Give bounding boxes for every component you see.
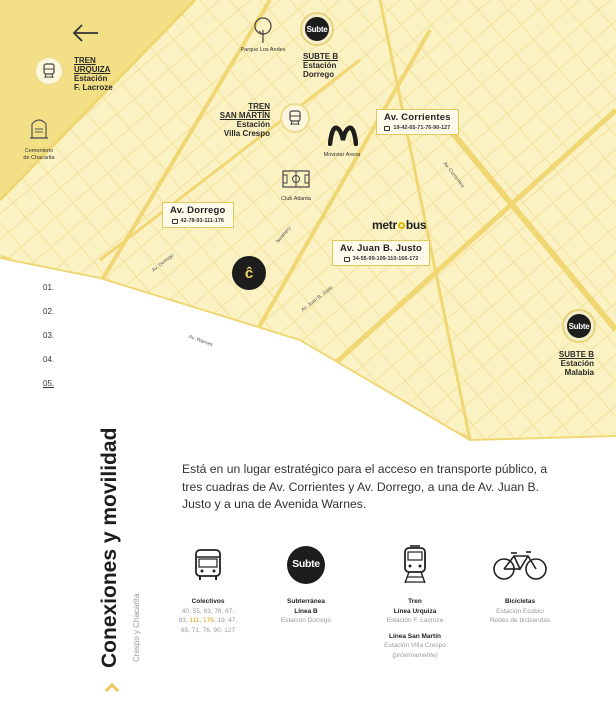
place-parque-los-andes: Parque Los Andes [240,47,286,53]
station-name: Villa Crespo [223,129,270,138]
metrobus-o-icon [398,222,405,229]
station-name: Malabia [564,368,594,377]
station-line: TREN [248,102,270,111]
station-line: SAN MARTÍN [219,111,270,120]
street-label: Av. Corrientes [441,160,466,190]
place-line: de Chacarita [23,155,55,161]
station-line: TREN [74,56,96,65]
bus-lines-text: 19-42-65-71-76-90-127 [393,125,451,131]
station-subte-dorrego[interactable] [303,52,338,79]
train-station-icon [280,103,310,133]
chevron-up-icon[interactable] [104,683,120,693]
transport-tren [370,545,460,660]
transport-bicicletas [478,545,562,626]
transport-title: Subterránea [287,598,325,605]
transport-detail-highlight: 111, 176 [189,617,214,624]
station-name: Dorrego [303,70,335,79]
station-tren-san-martin[interactable] [210,102,270,138]
street-label: Av. Juan B. Justo [300,284,335,314]
subte-icon [302,14,332,44]
avenue-name: Av. Dorrego [170,205,226,216]
station-subte-malabia[interactable] [548,350,594,377]
bus-lines-text: 34-55-99-109-110-166-172 [352,256,419,262]
avenue-dorrego-card[interactable] [162,202,234,228]
metrobus-right: bus [405,218,427,232]
station-label: Estación [236,120,270,129]
station-line: SUBTE B [558,350,594,359]
intro-paragraph: Está en un lugar estratégico para el acceso en transporte público, a tres cuadras de Av. Corrientes y Av. Dorrego, a una de Av. Juan B. Justo y a una de Avenida Warnes. [182,462,548,511]
avenue-corrientes-card[interactable] [376,109,459,135]
transport-title: Colectivos [191,598,225,605]
bus-lines [170,218,226,224]
bus-icon [172,219,178,224]
transport-detail: Estación Villa Crespo [384,642,446,649]
tree-icon [252,16,274,49]
place-club-atlanta: Club Atlanta [281,196,311,202]
transport-line: Línea Urquiza [393,607,437,615]
subte-logo-text: Subte [568,321,590,331]
transport-detail-part: 93, [178,617,190,624]
station-label: Estación [303,61,337,70]
menu-item-03[interactable]: 03. [43,331,55,340]
transport-detail: 40, 55, 63, 78, 87, [181,607,235,615]
station-tren-urquiza[interactable] [74,56,113,92]
cementerio-icon [28,116,50,145]
place-line: Cementerio [24,148,54,154]
movistar-logo-icon [328,124,358,151]
menu-item-01[interactable]: 01. [43,283,55,292]
subte-logo-text: Subte [306,24,328,34]
bus-icon [170,545,246,585]
menu-item-04[interactable]: 04. [43,355,55,364]
bus-lines [384,125,451,131]
bus-icon [384,126,390,131]
place-cementerio [18,148,60,162]
station-label: Estación [560,359,594,368]
menu-item-02[interactable]: 02. [43,307,55,316]
transport-line: Línea San Martín [388,632,441,640]
metrobus-left: metr [372,218,397,232]
station-line: URQUIZA [74,65,111,74]
avenue-juan-b-justo-card[interactable] [332,240,430,266]
transport-detail: Estación Ecobici [496,607,544,615]
section-subtitle: Crespo y Chacarita [132,593,141,662]
back-button[interactable] [70,18,102,48]
transport-detail [170,616,246,626]
subte-logo-icon: Subte [287,546,325,584]
transport-line: Línea B [294,607,318,615]
street-label: Newbery [275,225,293,245]
transport-detail: Estación F. Lacroze [386,617,444,624]
station-label: Estación [74,74,108,83]
transport-title: Bicicletas [504,598,536,605]
avenue-name: Av. Corrientes [384,112,451,123]
subte-logo-wrap [270,545,342,585]
avenue-name: Av. Juan B. Justo [340,243,423,254]
place-movistar-arena: Movistar Arena [323,152,361,158]
transport-detail: Estación Dorrego [280,617,332,624]
menu-item-05[interactable]: 05. [43,379,55,388]
transport-detail-part: , 19, 47, [213,617,238,624]
train-icon [370,545,460,585]
street-label: Av. Warnes [187,333,214,349]
subte-icon [564,311,594,341]
bicycle-icon [478,545,562,585]
project-location-marker[interactable] [232,256,266,290]
transport-detail: Redes de bicisendas [489,617,551,624]
brand-mark-glyph: ĉ [244,264,254,282]
train-station-icon [34,56,64,86]
station-line: SUBTE B [303,52,339,61]
section-title: Conexiones y movilidad [98,427,121,668]
transport-colectivos [170,545,246,635]
transport-subte [270,545,342,626]
bus-lines [340,256,422,262]
station-name: F. Lacroze [74,83,113,92]
street-label: Av. Dorrego [150,252,176,274]
arrow-left-icon [70,18,102,48]
stadium-icon [282,170,310,193]
bus-lines-text: 42-78-93-111-176 [180,218,224,224]
transport-detail: 65, 71, 76, 90, 127 [180,626,236,634]
metrobus-logo [372,218,426,232]
transport-note: (próximamente) [392,651,438,659]
transport-title: Tren [408,598,422,605]
bus-icon [344,257,350,262]
